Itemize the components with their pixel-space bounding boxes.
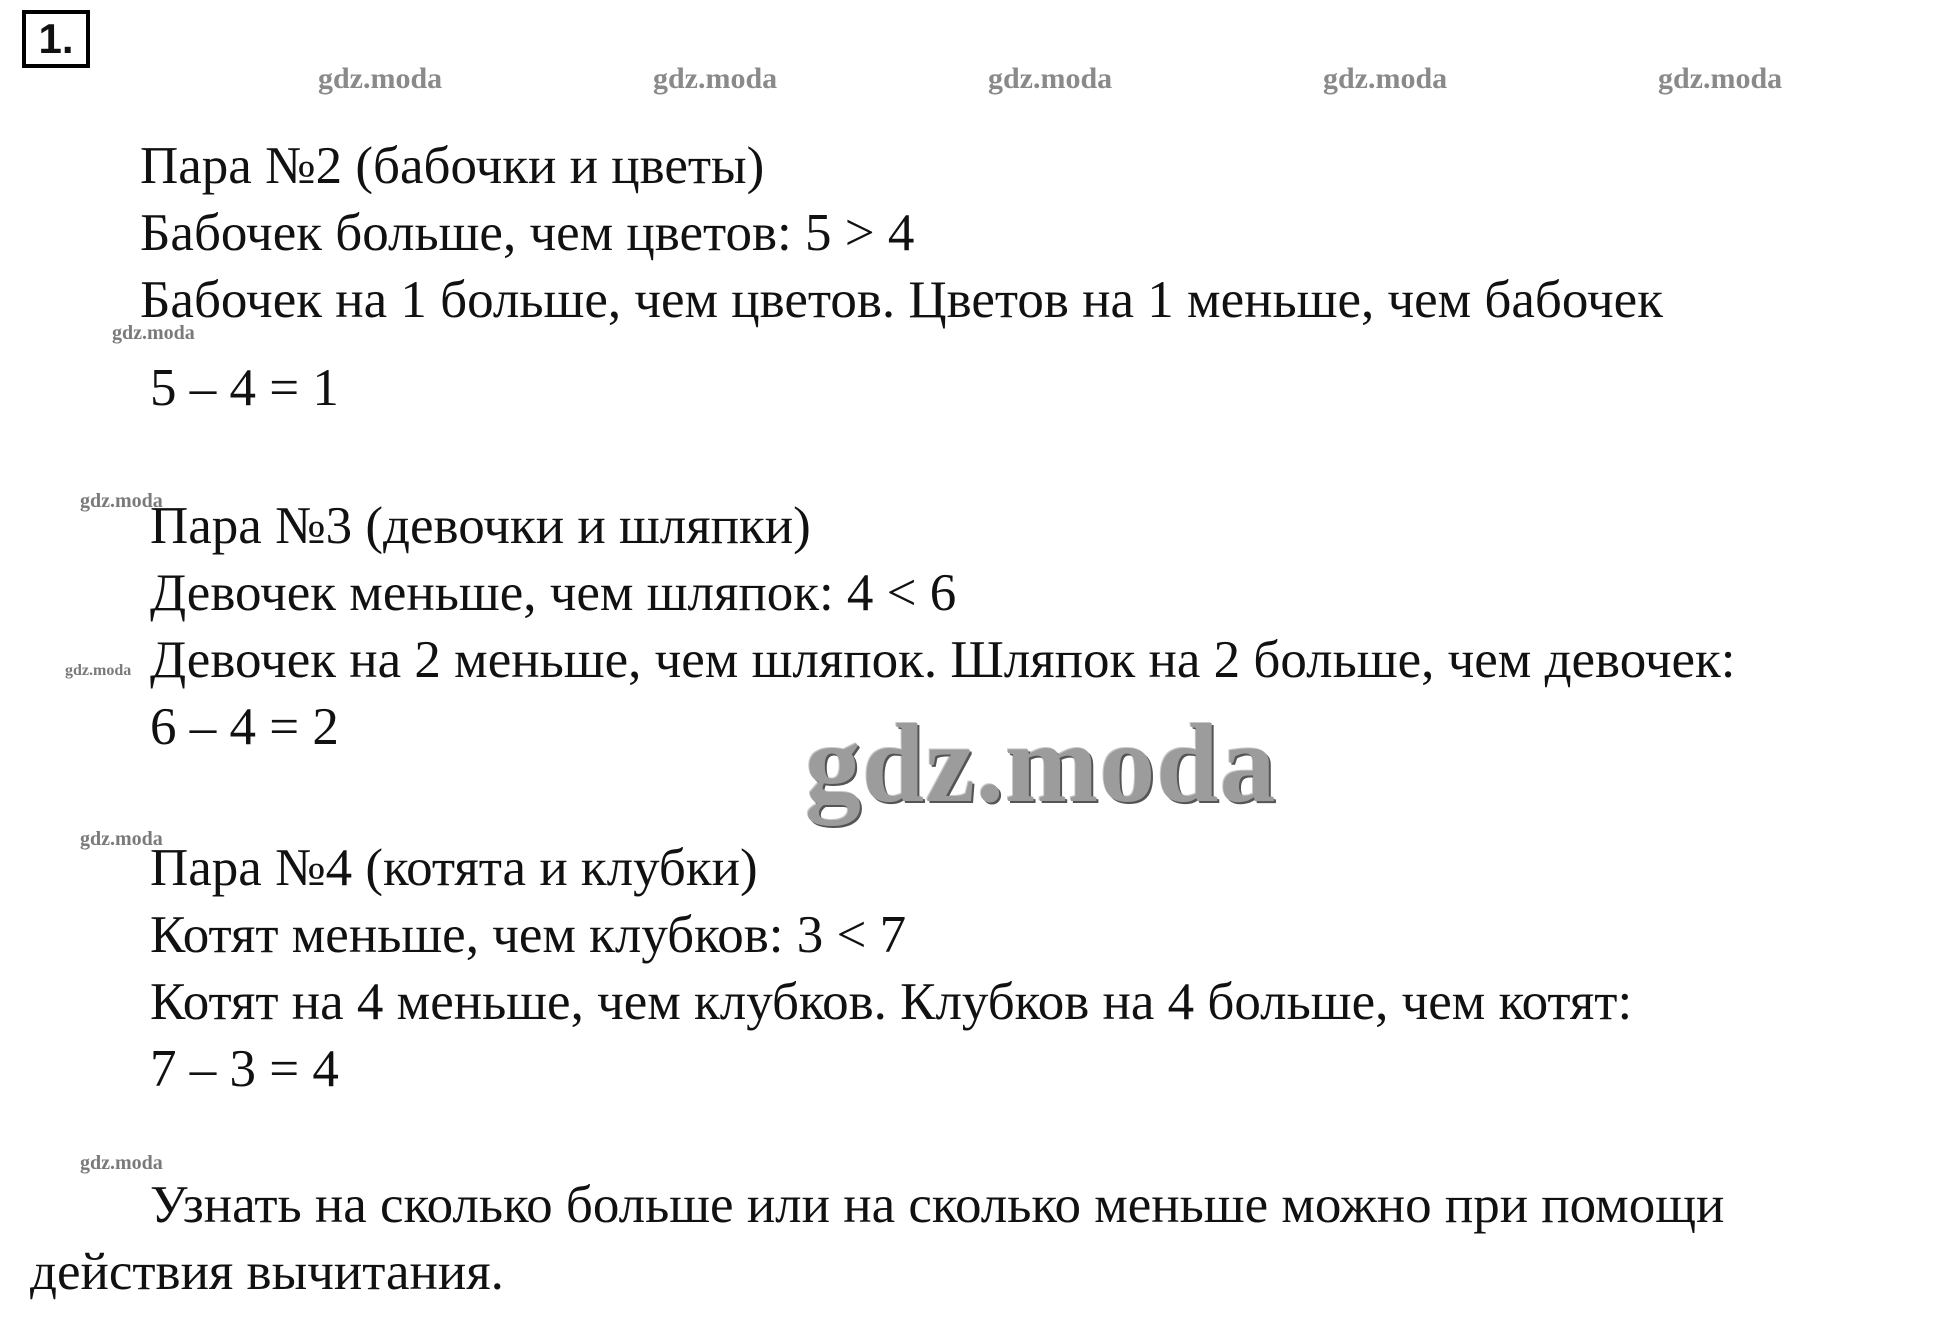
pair2-explain: Бабочек на 1 больше, чем цветов. Цветов на 1 меньше, чем бабочек (140, 271, 1663, 329)
pair4-equation: 7 – 3 = 4 (150, 1040, 339, 1098)
watermark: gdz.moda (80, 828, 163, 850)
pair4-explain: Котят на 4 меньше, чем клубков. Клубков на 4 больше, чем котят: (150, 973, 1633, 1031)
watermark: gdz.moda (653, 62, 778, 95)
watermark: gdz.moda (988, 62, 1113, 95)
pair3-compare: Девочек меньше, чем шляпок: 4 < 6 (150, 564, 957, 622)
pair3-title: Пара №3 (девочки и шляпки) (150, 497, 811, 555)
watermark-center: gdz.moda (805, 702, 1277, 826)
watermark: gdz.moda (80, 1152, 163, 1174)
task-number-box: 1. (22, 10, 90, 68)
watermark: gdz.moda (318, 62, 443, 95)
pair2-title: Пара №2 (бабочки и цветы) (140, 137, 765, 195)
watermark: gdz.moda (80, 490, 163, 512)
pair2-equation: 5 – 4 = 1 (150, 359, 339, 417)
watermark: gdz.moda (1658, 62, 1783, 95)
pair3-explain: Девочек на 2 меньше, чем шляпок. Шляпок на 2 больше, чем девочек: (150, 631, 1736, 689)
pair3-equation: 6 – 4 = 2 (150, 698, 339, 756)
pair2-compare: Бабочек больше, чем цветов: 5 > 4 (140, 204, 915, 262)
watermark: gdz.moda (112, 322, 195, 344)
conclusion-line-2: действия вычитания. (30, 1243, 504, 1301)
watermark: gdz.moda (1323, 62, 1448, 95)
conclusion-line-1: Узнать на сколько больше или на сколько меньше можно при помощи (150, 1176, 1725, 1234)
pair4-compare: Котят меньше, чем клубков: 3 < 7 (150, 906, 907, 964)
watermark: gdz.moda (65, 662, 132, 679)
pair4-title: Пара №4 (котята и клубки) (150, 839, 758, 897)
